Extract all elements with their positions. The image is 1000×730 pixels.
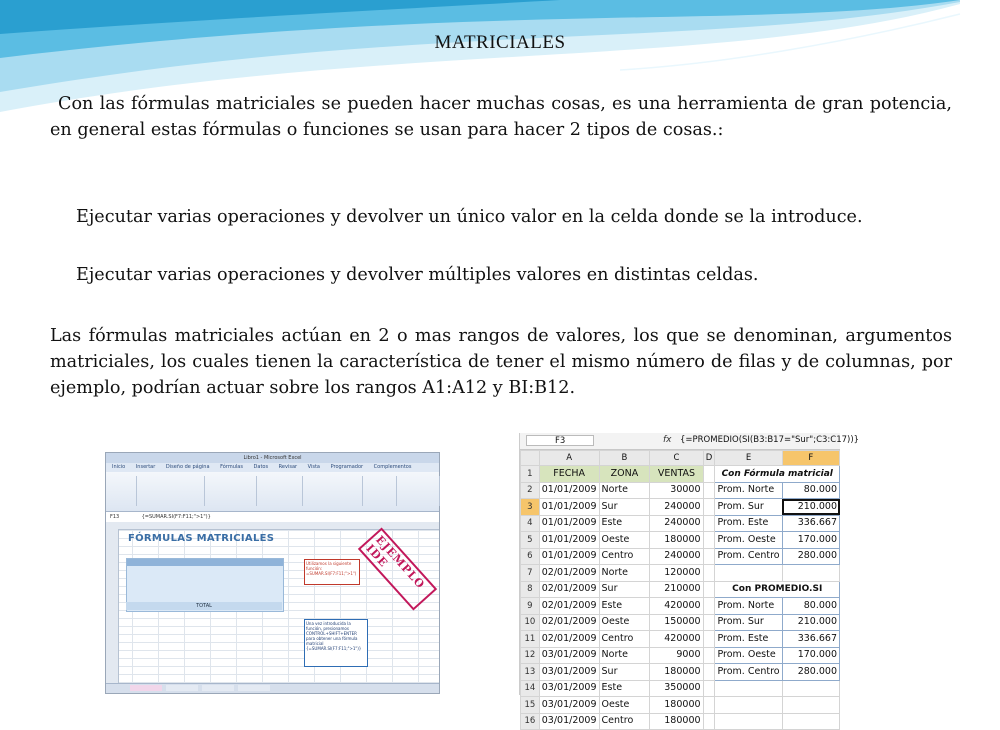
callout-function: Utilizamos la siguiente función: =SUMAR.SI(F7:F11;">1"): [304, 559, 360, 585]
empty-cell: [703, 647, 715, 664]
paragraph-intro: Con las fórmulas matriciales se pueden hacer muchas cosas, es una herramienta de gran potencia, en general estas fórmulas o funciones se usan para hacer 2 tipos de cosas.:: [50, 94, 952, 140]
row-number: 11: [521, 631, 540, 648]
zone-cell: Centro: [599, 548, 650, 565]
row-number: 5: [521, 532, 540, 549]
sales-cell: 210000: [650, 581, 703, 598]
zone-cell: Sur: [599, 581, 650, 598]
sales-cell: 180000: [650, 532, 703, 549]
total-label: TOTAL: [126, 602, 282, 610]
zone-cell: Centro: [599, 631, 650, 648]
empty-cell: [703, 515, 715, 532]
corner-cell: [521, 451, 540, 466]
summary-value: 170.000: [782, 532, 839, 549]
ribbon-group: [106, 476, 137, 506]
summary-label: Prom. Oeste: [715, 647, 782, 664]
row-number: 15: [521, 697, 540, 714]
ribbon-tab: Fórmulas: [220, 464, 243, 470]
summary-label: Prom. Centro: [715, 664, 782, 681]
sales-cell: 240000: [650, 548, 703, 565]
sales-cell: 9000: [650, 647, 703, 664]
empty-cell: [715, 680, 782, 697]
summary-label: Prom. Centro: [715, 548, 782, 565]
empty-cell: [703, 466, 715, 483]
sales-cell: 180000: [650, 713, 703, 730]
summary-value: 210.000: [782, 499, 839, 516]
table-row: [521, 499, 840, 516]
date-cell: 02/01/2009: [539, 598, 599, 615]
row-number: 4: [521, 515, 540, 532]
empty-cell: [703, 631, 715, 648]
ribbon-tab: Complementos: [373, 464, 412, 470]
empty-cell: [703, 664, 715, 681]
summary-label: Prom. Norte: [715, 482, 782, 499]
zone-cell: Centro: [599, 713, 650, 730]
summary-label: Prom. Sur: [715, 614, 782, 631]
summary-label: Prom. Norte: [715, 598, 782, 615]
summary-value: 336.667: [782, 631, 839, 648]
row-number: 7: [521, 565, 540, 582]
sheet-tab: [202, 685, 234, 691]
zone-cell: Oeste: [599, 614, 650, 631]
summary-value: 280.000: [782, 548, 839, 565]
table-header-row: [127, 559, 283, 566]
cell-reference: F13: [110, 514, 120, 520]
summary-label: Prom. Oeste: [715, 532, 782, 549]
header-cell: FECHA: [539, 466, 599, 483]
ribbon-tab: Diseño de página: [165, 464, 210, 470]
formula-bar: [520, 433, 860, 450]
empty-cell: [703, 532, 715, 549]
summary-label: Prom. Este: [715, 515, 782, 532]
paragraph-use-1: Ejecutar varias operaciones y devolver un único valor en la celda donde se la introduce.: [76, 207, 863, 227]
data-table: [520, 450, 840, 730]
row-number: 12: [521, 647, 540, 664]
row-number: 3: [521, 499, 540, 516]
column-header-row: [521, 451, 840, 466]
date-cell: 01/01/2009: [539, 482, 599, 499]
date-cell: 03/01/2009: [539, 697, 599, 714]
column-header: E: [715, 451, 782, 466]
date-cell: 01/01/2009: [539, 515, 599, 532]
ribbon-group: [302, 476, 363, 506]
empty-cell: [782, 680, 839, 697]
zone-cell: Sur: [599, 664, 650, 681]
row-number: 10: [521, 614, 540, 631]
ribbon-group: [256, 476, 303, 506]
empty-cell: [703, 598, 715, 615]
row-number: 2: [521, 482, 540, 499]
row-number: 6: [521, 548, 540, 565]
row-headers: [106, 529, 119, 684]
table-row: [521, 482, 840, 499]
ribbon-tab: Datos: [253, 464, 269, 470]
sales-cell: 420000: [650, 631, 703, 648]
zone-cell: Norte: [599, 647, 650, 664]
table-row: [521, 598, 840, 615]
date-cell: 02/01/2009: [539, 565, 599, 582]
ribbon-tab: Insertar: [135, 464, 156, 470]
formula-text: {=PROMEDIO(SI(B3:B17="Sur";C3:C17))}: [680, 435, 860, 445]
summary-value: 280.000: [782, 664, 839, 681]
cell-reference: F3: [526, 435, 594, 446]
empty-cell: [715, 565, 782, 582]
table-row: [521, 697, 840, 714]
table-row: [521, 581, 840, 598]
row-number: 8: [521, 581, 540, 598]
zone-cell: Este: [599, 515, 650, 532]
empty-cell: [715, 713, 782, 730]
empty-cell: [703, 482, 715, 499]
empty-cell: [703, 697, 715, 714]
example-stamp: EJEMPLO IDE: [358, 527, 437, 610]
empty-cell: [703, 614, 715, 631]
table-row: [521, 614, 840, 631]
summary-title: Con Fórmula matricial: [715, 466, 840, 483]
ribbon-tab: Programador: [330, 464, 364, 470]
summary-value: 336.667: [782, 515, 839, 532]
row-number: 13: [521, 664, 540, 681]
row-number: 14: [521, 680, 540, 697]
excel-screenshot-sumar-si: [105, 452, 440, 694]
zone-cell: Este: [599, 598, 650, 615]
date-cell: 02/01/2009: [539, 631, 599, 648]
fx-icon: fx: [663, 435, 672, 445]
table-row: [521, 565, 840, 582]
table-row: [521, 647, 840, 664]
table-row: [521, 680, 840, 697]
zone-cell: Norte: [599, 482, 650, 499]
sales-cell: 30000: [650, 482, 703, 499]
empty-cell: [782, 697, 839, 714]
empty-cell: [703, 581, 715, 598]
column-header: C: [650, 451, 703, 466]
slide-title: MATRICIALES: [434, 32, 566, 53]
date-cell: 01/01/2009: [539, 548, 599, 565]
table-row: [521, 548, 840, 565]
table-row: [521, 631, 840, 648]
summary-value: 210.000: [782, 614, 839, 631]
formula-text: {=SUMAR.SI(F7:F11;">1")}: [141, 514, 211, 520]
ribbon: [106, 472, 439, 512]
header-cell: ZONA: [599, 466, 650, 483]
ribbon-tab: Inicio: [112, 464, 126, 470]
date-cell: 02/01/2009: [539, 614, 599, 631]
table-row: [521, 664, 840, 681]
paragraph-arguments: Las fórmulas matriciales actúan en 2 o mas rangos de valores, los que se denominan, argumentos matriciales, los cuales tienen la característica de tener el mismo número de filas y de columnas, por ejemplo, podrían actuar sobre los rangos A1:A12 y BI:B12.: [50, 326, 952, 398]
ribbon-tab: Vista: [307, 464, 321, 470]
excel-screenshot-promedio: [519, 433, 860, 727]
table-row: [521, 466, 840, 483]
summary-value: 80.000: [782, 482, 839, 499]
row-number: 9: [521, 598, 540, 615]
sheet-tab: [166, 685, 198, 691]
header-cell: VENTAS: [650, 466, 703, 483]
empty-cell: [703, 713, 715, 730]
table-row: [521, 713, 840, 730]
zone-cell: Oeste: [599, 532, 650, 549]
column-header: A: [539, 451, 599, 466]
sales-cell: 240000: [650, 515, 703, 532]
sheet-tabs: [106, 683, 439, 693]
row-number: 16: [521, 713, 540, 730]
column-header: D: [703, 451, 715, 466]
sales-cell: 180000: [650, 664, 703, 681]
empty-cell: [782, 565, 839, 582]
date-cell: 01/01/2009: [539, 499, 599, 516]
date-cell: 03/01/2009: [539, 647, 599, 664]
table-row: [521, 532, 840, 549]
ribbon-group: [396, 476, 440, 506]
date-cell: 03/01/2009: [539, 664, 599, 681]
date-cell: 02/01/2009: [539, 581, 599, 598]
sheet-tab: [238, 685, 270, 691]
sheet-heading: FÓRMULAS MATRICIALES: [128, 533, 275, 544]
summary-value: 80.000: [782, 598, 839, 615]
empty-cell: [703, 499, 715, 516]
ribbon-tabs: [106, 463, 439, 472]
sales-cell: 180000: [650, 697, 703, 714]
date-cell: 01/01/2009: [539, 532, 599, 549]
summary-label: Prom. Sur: [715, 499, 782, 516]
sales-cell: 240000: [650, 499, 703, 516]
ribbon-group: [362, 476, 397, 506]
column-headers: [106, 522, 439, 530]
summary-title: Con PROMEDIO.SI: [715, 581, 840, 598]
sheet-tab: [130, 685, 162, 691]
column-header: B: [599, 451, 650, 466]
empty-cell: [782, 713, 839, 730]
ribbon-group: [136, 476, 205, 506]
summary-label: Prom. Este: [715, 631, 782, 648]
zone-cell: Oeste: [599, 697, 650, 714]
date-cell: 03/01/2009: [539, 713, 599, 730]
column-header: F: [782, 451, 839, 466]
empty-cell: [703, 548, 715, 565]
row-number: 1: [521, 466, 540, 483]
sales-cell: 120000: [650, 565, 703, 582]
date-cell: 03/01/2009: [539, 680, 599, 697]
ribbon-tab: Revisar: [278, 464, 298, 470]
sales-cell: 150000: [650, 614, 703, 631]
window-title: Libro1 - Microsoft Excel: [106, 453, 439, 463]
table-row: [521, 515, 840, 532]
sales-cell: 350000: [650, 680, 703, 697]
empty-cell: [703, 680, 715, 697]
empty-cell: [703, 565, 715, 582]
summary-value: 170.000: [782, 647, 839, 664]
sales-cell: 420000: [650, 598, 703, 615]
callout-matrix-formula: Una vez introducida la función, presionamos CONTROL+SHIFT+ENTER para obtener una fórmula matricial {=SUMAR.SI(F7:F11;">1")}: [304, 619, 368, 667]
paragraph-use-2: Ejecutar varias operaciones y devolver múltiples valores en distintas celdas.: [76, 265, 759, 285]
ribbon-group: [204, 476, 257, 506]
zone-cell: Norte: [599, 565, 650, 582]
empty-cell: [715, 697, 782, 714]
zone-cell: Sur: [599, 499, 650, 516]
zone-cell: Este: [599, 680, 650, 697]
